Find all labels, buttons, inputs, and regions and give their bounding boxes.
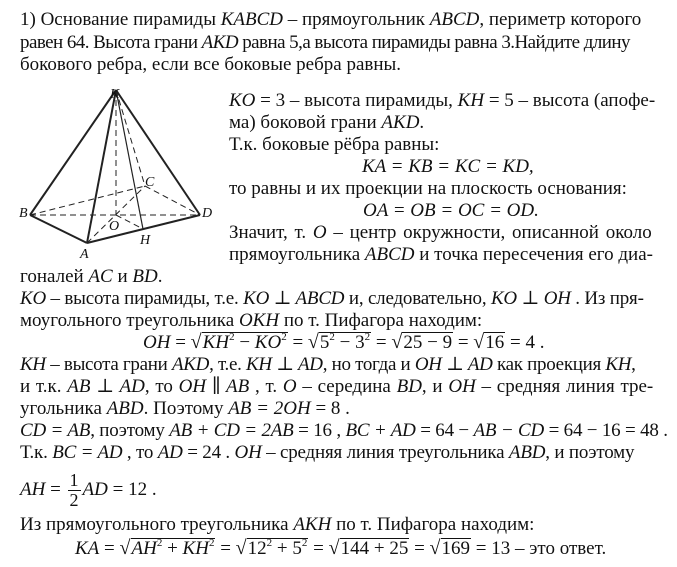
solution-line-8: прямоугольника ABCD и точка пересечения его диа- [229, 244, 653, 265]
solution-line-16: CD = AB, поэтому AB + CD = 2AB = 16 , BC + AD = 64 − AB − CD = 64 − 16 = 48 . [20, 420, 668, 441]
sqrt-5: √ $AH^2 + KH^2$ [120, 538, 216, 560]
problem-line-1: 1) Основание пирамиды KABCD – прямоугольник ABCD, периметр которого [20, 9, 642, 30]
equation-equal-projections: OA = OB = OC = OD. [363, 200, 539, 221]
label-D: D [202, 206, 213, 221]
solution-line-14: и т.к. AB ⊥ AD, то OH ∥ AB , т. O – середина BD, и OH – средняя линия тре- [20, 376, 654, 397]
problem-line-2: равен 64. Высота грани AKD равна 5,а высота пирамиды равна 3.Найдите длину [20, 32, 630, 53]
sqrt-3: √ 25 − 9 [391, 332, 453, 354]
label-C: C [145, 175, 155, 190]
pyramid-figure [0, 75, 230, 265]
sqrt-1: √ $KH^2 - KO^2$ [191, 332, 288, 354]
label-K: K [110, 87, 120, 102]
sqrt-7: √ 144 + 25 [329, 538, 410, 560]
solution-line-1: KO = 3 – высота пирамиды, KH = 5 – высота (апофе- [229, 90, 656, 111]
solution-line-7: Значит, т. O – центр окружности, описанной около [229, 222, 652, 243]
label-O: O [109, 219, 120, 234]
label-A: A [80, 247, 89, 262]
solution-line-13: KH – высота грани AKD, т.е. KH ⊥ AD, но тогда и OH ⊥ AD как проекция KH, [20, 354, 636, 375]
equation-oh: OH = √ $KH^2 - KO^2$ = √ $5^2 - 3^2$ = √ 25 − 9 = √ 16 = 4 . [143, 332, 545, 354]
solution-line-2: ма) боковой грани AKD. [229, 112, 425, 133]
fraction-one-half: $\frac{1}{2}$ [69, 470, 79, 511]
solution-line-19: Из прямоугольного треугольника AKH по т. Пифагора находим: [20, 514, 535, 535]
equation-ah: AH = $\frac{1}{2}$ AD = 12 . [20, 470, 157, 511]
solution-line-10: KO – высота пирамиды, т.е. KO ⊥ ABCD и, следовательно, KO ⊥ OH . Из пря- [20, 288, 644, 309]
sqrt-6: √ $12^2 + 5^2$ [236, 538, 309, 560]
problem-line-3: бокового ребра, если все боковые ребра равны. [20, 54, 402, 75]
solution-line-9: гоналей AC и BD. [20, 266, 163, 287]
solution-line-17: Т.к. BC = AD , то AD = 24 . OH – средняя линия треугольника ABD, и поэтому [20, 442, 635, 463]
sqrt-2: √ $5^2 - 3^2$ [308, 332, 371, 354]
solution-line-15: угольника ABD. Поэтому AB = 2OH = 8 . [20, 398, 350, 419]
label-H: H [140, 233, 151, 248]
solution-line-11: моугольного треугольника OKH по т. Пифагора находим: [20, 310, 483, 331]
equation-equal-edges: KA = KB = KC = KD, [362, 156, 534, 177]
label-B: B [19, 206, 28, 221]
solution-line-3: Т.к. боковые рёбра равны: [229, 134, 440, 155]
sqrt-4: √ 16 [473, 332, 505, 354]
solution-line-5: то равны и их проекции на плоскость основания: [229, 178, 627, 199]
equation-ka-answer: KA = √ $AH^2 + KH^2$ = √ $12^2 + 5^2$ = √ 144 + 25 = √ 169 = 13 – это ответ. [75, 538, 606, 560]
sqrt-8: √ 169 [430, 538, 472, 560]
